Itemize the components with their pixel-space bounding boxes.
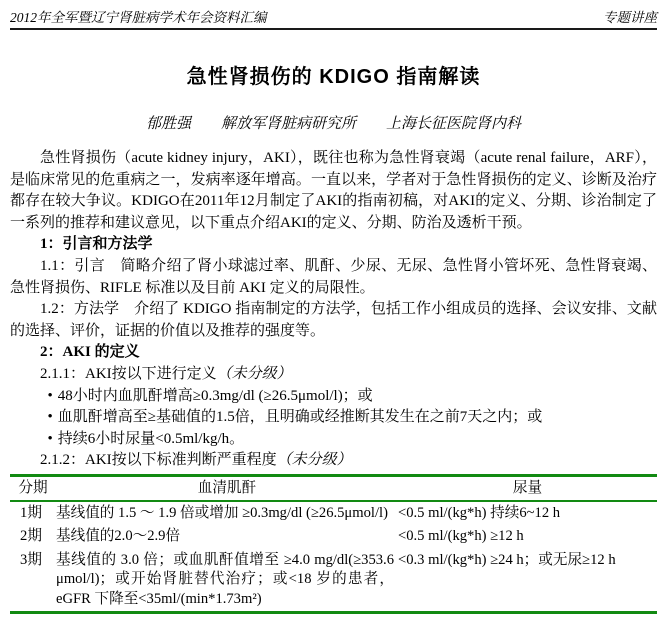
column-header-stage: 分期 [10, 475, 56, 501]
table-row [10, 549, 657, 613]
urine-output-cell: <0.5 ml/(kg*h) 持续6~12 h [398, 504, 561, 521]
document-body [10, 148, 657, 614]
bullet-icon: • [47, 430, 53, 447]
table-row [10, 525, 657, 549]
serum-creatinine-cell: 基线值的2.0～2.9倍 [56, 528, 181, 545]
table-header-row [10, 475, 657, 501]
author-byline: 郁胜强 解放军肾脏病研究所 上海长征医院肾内科 [145, 116, 521, 132]
stage-cell: 2期 [20, 528, 42, 545]
item-2-1-2 [10, 450, 657, 472]
intro-paragraph: 急性肾损伤（acute kidney injury，AKI），既往也称为急性肾衰竭（acute renal failure，ARF），是临床常见的危重病之一，发病率逐年增高。一直以来，学者对于急性肾损伤的定义、诊断及治疗都存在较大争议。KDIGO在2011年12月制定了AKI的指南初稿，对AKI的定义、分期、诊治制定了一系列的推荐和建议意见，以下重点介绍AKI的定义、分期、防治及透析干预。 [10, 150, 657, 231]
aki-staging-table [10, 474, 657, 615]
paragraph-1-2: 1.2：方法学 介绍了 KDIGO 指南制定的方法学，包括工作小组成员的选择、会议安排、文献的选择、评价，证据的价值以及推荐的强度等。 [10, 301, 657, 339]
page-title: 急性肾损伤的 KDIGO 指南解读 [186, 66, 481, 88]
serum-creatinine-cell: 基线值的 1.5 ～ 1.9 倍或增加 ≥0.3mg/dl (≥26.5μmol/l) [56, 504, 388, 521]
column-header-serum-creatinine: 血清肌酐 [56, 475, 398, 501]
item-2-1-1 [10, 364, 657, 386]
item-2-1-2-label: 2.1.2：AKI按以下标准判断严重程度 [40, 452, 277, 469]
paragraph-1-1: 1.1：引言 简略介绍了肾小球滤过率、肌酐、少尿、无尿、急性肾小管坏死、急性肾衰竭、急性肾损伤、RIFLE 标准以及目前 AKI 定义的局限性。 [10, 257, 657, 296]
item-2-1-1-note: （未分级） [216, 365, 292, 382]
table-row [10, 501, 657, 526]
header-right-text: 专题讲座 [603, 10, 657, 25]
section-1-heading: 1：引言和方法学 [40, 236, 153, 253]
header-left-text: 2012年全军暨辽宁肾脏病学术年会资料汇编 [10, 10, 267, 25]
section-2-heading: 2：AKI 的定义 [40, 344, 140, 361]
stage-cell: 1期 [20, 504, 42, 521]
bullet-icon: • [47, 387, 53, 404]
stage-cell: 3期 [20, 551, 42, 568]
item-2-1-2-note: （未分级） [276, 452, 352, 469]
bullet-text: 48小时内血肌酐增高≥0.3mg/dl (≥26.5μmol/l)；或 [57, 387, 373, 404]
bullet-text: 血肌酐增高至≥基础值的1.5倍，且明确或经推断其发生在之前7天之内；或 [57, 409, 543, 426]
serum-creatinine-cell: 基线值的 3.0 倍；或血肌酐值增至 ≥4.0 mg/dl(≥353.6 μmol/l)；或开始肾脏替代治疗；或<18 岁的患者，eGFR 下降至<35ml/(min*1.73m²) [56, 551, 394, 607]
running-header [10, 6, 657, 30]
urine-output-cell: <0.5 ml/(kg*h) ≥12 h [398, 528, 524, 545]
column-header-urine-output: 尿量 [398, 475, 657, 501]
bullet-item [48, 429, 658, 451]
bullet-text: 持续6小时尿量<0.5ml/kg/h。 [57, 430, 245, 447]
item-2-1-1-label: 2.1.1：AKI按以下进行定义 [40, 365, 217, 382]
urine-output-cell: <0.3 ml/(kg*h) ≥24 h；或无尿≥12 h [398, 551, 616, 568]
bullet-item [48, 386, 658, 408]
bullet-item [48, 407, 658, 429]
bullet-icon: • [47, 409, 53, 426]
definition-bullet-list [10, 386, 657, 451]
